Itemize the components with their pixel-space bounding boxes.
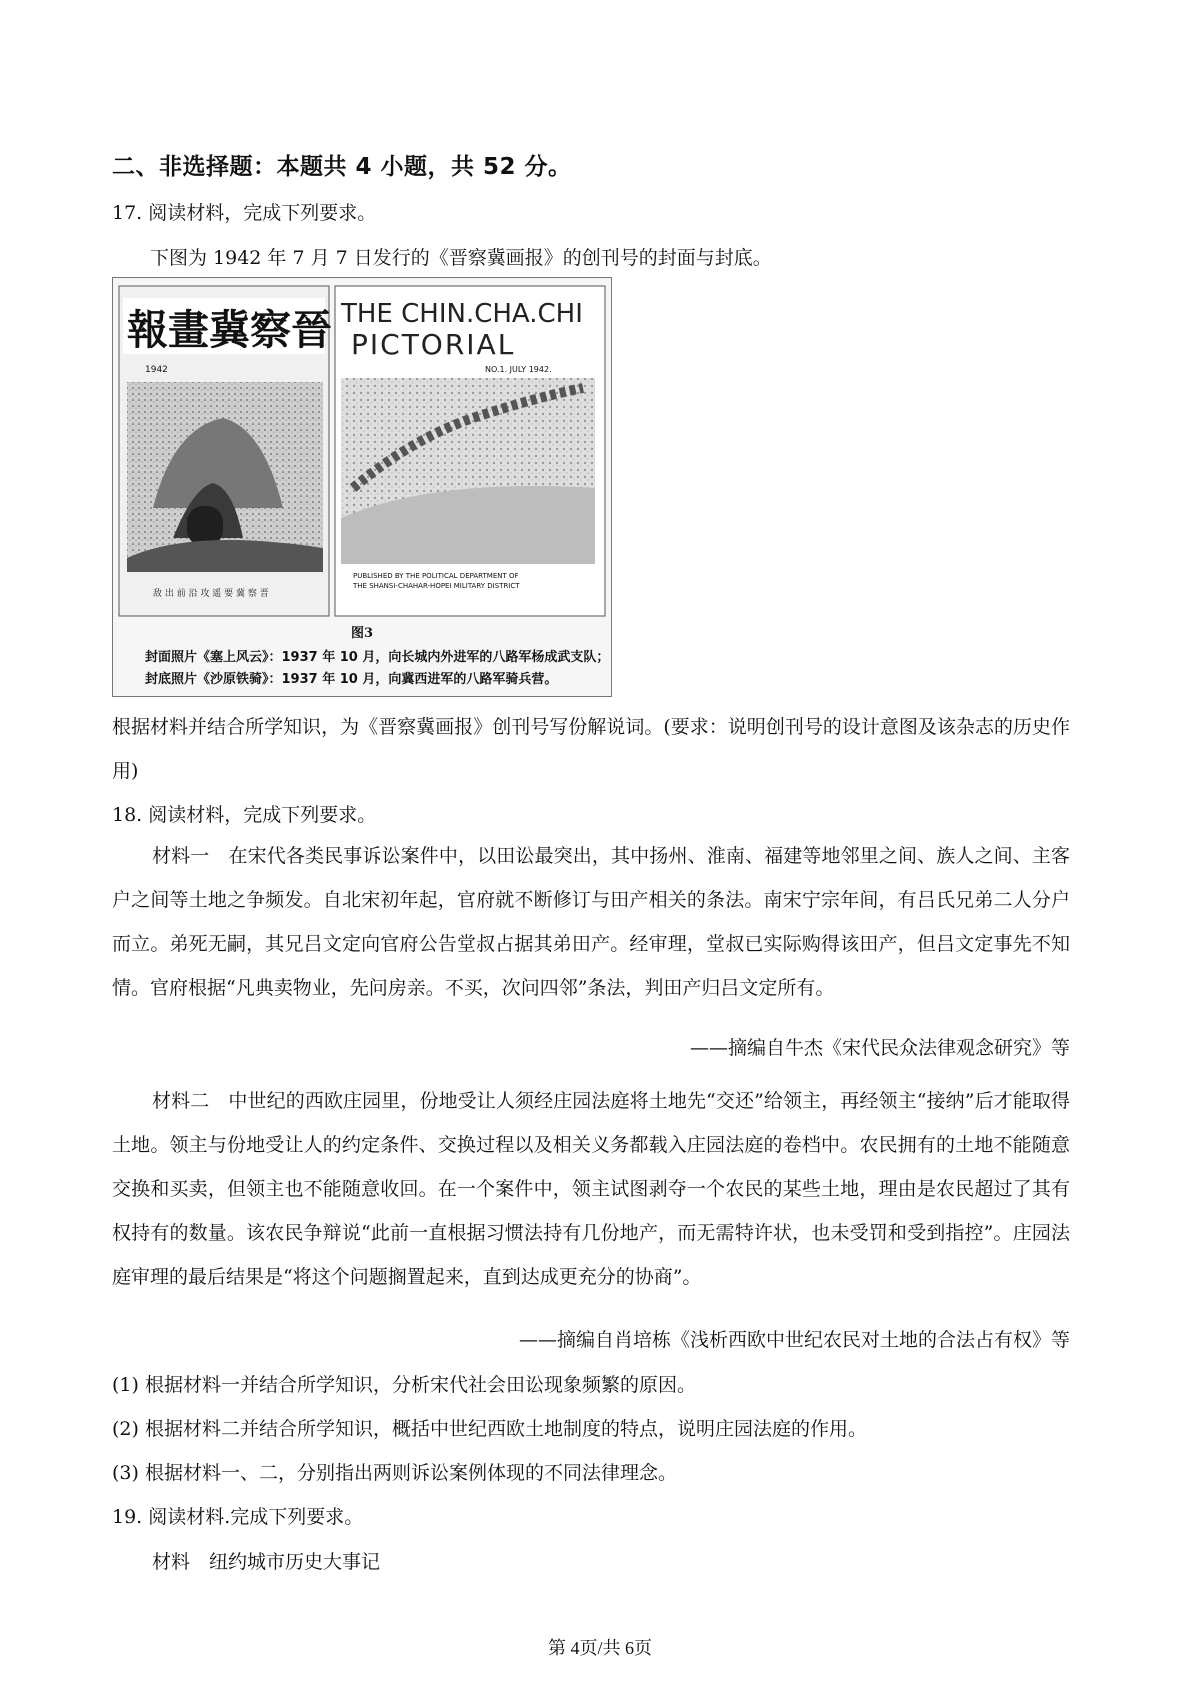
figure-number: 图3 xyxy=(350,626,374,641)
q18-material1: 材料一 在宋代各类民事诉讼案件中，以田讼最突出，其中扬州、淮南、福建等地邻里之间、族人之间、主客户之间等土地之争频发。自北宋初年起，官府就不断修订与田产相关的条法。南宋宁宗年间，有吕氏兄弟二人分户而立。弟死无嗣，其兄吕文定向官府公告堂叔占据其弟田产。经审理，堂叔已实际购得该田产，但吕文定事先不知情。官府根据“凡典卖物业，先问房亲。不买，次问四邻”条法，判田产归吕文定所有。 xyxy=(112,845,1070,999)
back-publisher-line2: THE SHANSI-CHAHAR-HOPEI MILITARY DISTRICT xyxy=(353,582,520,590)
cover-masthead: 報畫冀察晉 xyxy=(127,306,332,354)
q18-source1: ——摘编自牛杰《宋代民众法律观念研究》等 xyxy=(689,1037,1070,1059)
figure-caption-line1: 封面照片《塞上风云》：1937 年 10 月，向长城内外进军的八路军杨成武支队； xyxy=(145,650,610,665)
cover-date: 1942 xyxy=(145,365,168,375)
q18-sub3: (3) 根据材料一、二，分别指出两则诉讼案例体现的不同法律理念。 xyxy=(112,1462,677,1484)
section-title: 二、非选择题：本题共 4 小题，共 52 分。 xyxy=(112,154,572,180)
back-title-line2: PICTORIAL xyxy=(351,328,516,361)
svg-text:敌 出 前 沿 攻 遥 要 冀 察 晋: 敌 出 前 沿 攻 遥 要 冀 察 晋 xyxy=(153,589,269,599)
q17-intro: 下图为 1942 年 7 月 7 日发行的《晋察冀画报》的创刊号的封面与封底。 xyxy=(150,247,772,269)
q18-material2: 材料二 中世纪的西欧庄园里，份地受让人须经庄园法庭将土地先“交还”给领主，再经领主“接纳”后才能取得土地。领主与份地受让人的约定条件、交换过程以及相关义务都载入庄园法庭的卷档中。农民拥有的土地不能随意交换和买卖，但领主也不能随意收回。在一个案件中，领主试图剥夺一个农民的某些土地，理由是农民超过了其有权持有的数量。该农民争辩说“此前一直根据习惯法持有几份地产，而无需特许状，也未受罚和受到指控”。庄园法庭审理的最后结果是“将这个问题搁置起来，直到达成更充分的协商”。 xyxy=(112,1090,1070,1288)
q19-heading: 19. 阅读材料.完成下列要求。 xyxy=(112,1506,364,1528)
back-issue: NO.1. JULY 1942. xyxy=(485,365,552,374)
q19-material: 材料 纽约城市历史大事记 xyxy=(152,1551,381,1573)
q18-sub1: (1) 根据材料一并结合所学知识，分析宋代社会田讼现象频繁的原因。 xyxy=(112,1374,696,1396)
figure-caption-line2: 封底照片《沙原铁骑》：1937 年 10 月，向冀西进军的八路军骑兵营。 xyxy=(145,672,558,687)
q17-task: 根据材料并结合所学知识，为《晋察冀画报》创刊号写份解说词。(要求：说明创刊号的设计意图及该杂志的历史作用) xyxy=(112,716,1070,782)
q18-heading: 18. 阅读材料，完成下列要求。 xyxy=(112,804,377,826)
page-footer: 第 4页/共 6页 xyxy=(547,1638,652,1658)
magazine-figure xyxy=(112,277,612,697)
q17-heading: 17. 阅读材料，完成下列要求。 xyxy=(112,202,377,224)
back-publisher-line1: PUBLISHED BY THE POLITICAL DEPARTMENT OF xyxy=(353,572,519,580)
q18-source2: ——摘编自肖培栋《浅析西欧中世纪农民对土地的合法占有权》等 xyxy=(518,1329,1070,1351)
back-title-line1: THE CHIN.CHA.CHI xyxy=(341,299,583,329)
q18-sub2: (2) 根据材料二并结合所学知识，概括中世纪西欧土地制度的特点，说明庄园法庭的作用。 xyxy=(112,1418,867,1440)
